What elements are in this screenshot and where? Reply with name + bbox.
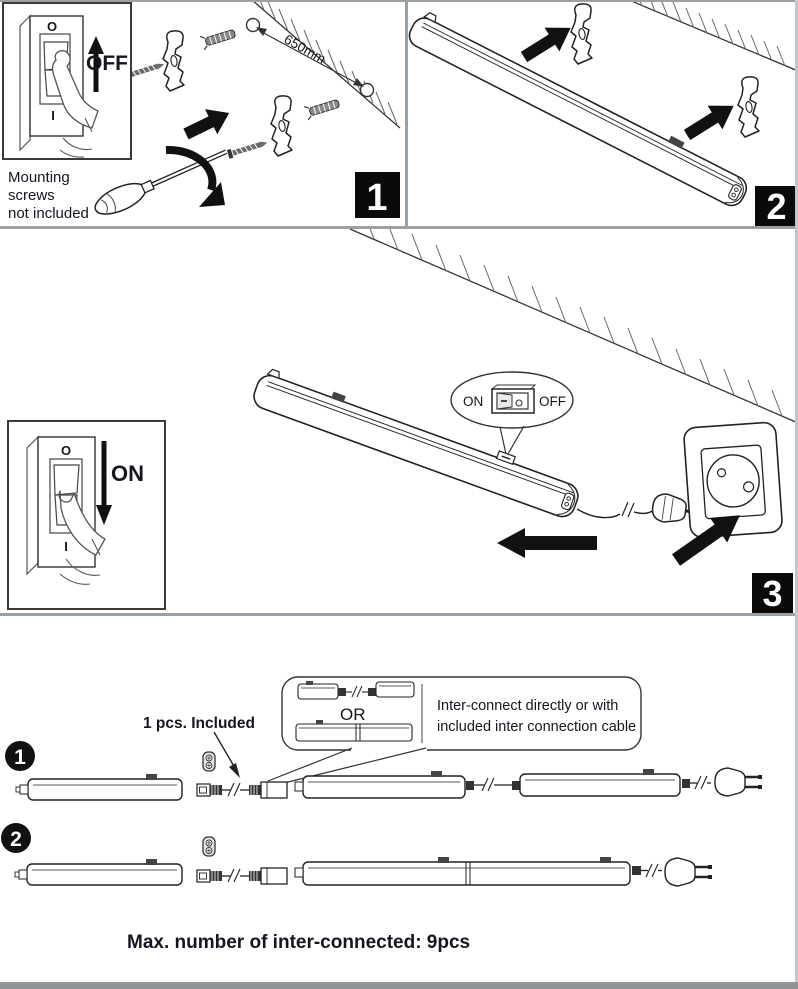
light-bar xyxy=(520,769,680,796)
mounting-note-line1: Mounting xyxy=(8,169,70,186)
cable-break-icon xyxy=(682,776,711,789)
panel-divider-vertical xyxy=(405,0,408,227)
panel-divider-h2 xyxy=(0,613,798,616)
light-bar xyxy=(16,774,182,800)
row-2-number: 2 xyxy=(10,828,22,851)
callout-on-label: ON xyxy=(463,394,484,409)
page-bottom-bar xyxy=(0,982,798,989)
step-3-badge xyxy=(752,573,793,613)
panel-3-illustration xyxy=(0,229,798,613)
cable-break-icon xyxy=(632,864,662,877)
connector-face-icon xyxy=(203,752,215,771)
mounting-note-line3: not included xyxy=(8,205,89,222)
on-label: ON xyxy=(111,461,144,486)
wall-hatch xyxy=(629,0,798,71)
wall-switch-off-inset xyxy=(3,3,131,159)
page-top-edge xyxy=(0,0,798,2)
dimension-label: 650mm xyxy=(281,31,329,67)
max-interconnect-note: Max. number of inter-connected: 9pcs xyxy=(127,932,471,953)
light-bar xyxy=(295,771,465,798)
light-bar-joined-pair xyxy=(295,857,630,885)
connector-face-icon xyxy=(203,837,215,856)
step-1-number: 1 xyxy=(366,177,388,219)
or-label: OR xyxy=(340,705,366,724)
drill-hole-marker xyxy=(247,19,260,32)
switch-on-pos: I xyxy=(64,539,68,554)
switch-off-pos: O xyxy=(46,19,58,34)
power-plug-icon xyxy=(715,768,762,796)
panel-divider-h1 xyxy=(0,226,798,229)
mounting-clip-icon xyxy=(738,77,759,137)
wall-switch-on-inset xyxy=(8,421,165,609)
included-label: 1 pcs. Included xyxy=(143,715,255,732)
callout-text-line2: included inter connection cable xyxy=(437,719,637,735)
wall-anchor-icon xyxy=(304,97,341,120)
row-2-badge xyxy=(1,823,31,853)
panel-4-illustration xyxy=(0,616,798,982)
interconnect-callout-balloon xyxy=(268,677,641,784)
step-3-number: 3 xyxy=(762,573,783,613)
step-1-badge xyxy=(355,172,400,219)
switch-off-pos: O xyxy=(60,443,72,458)
interconnect-cable-icon xyxy=(197,868,287,884)
callout-off-label: OFF xyxy=(539,394,566,409)
wall-anchor-icon xyxy=(200,27,237,50)
direction-arrow-icon xyxy=(517,16,578,69)
row-1-badge xyxy=(5,741,35,771)
switch-on-pos: I xyxy=(51,108,55,123)
step-2-badge xyxy=(755,186,798,226)
wall-hatch xyxy=(350,229,798,423)
included-pointer-arrow xyxy=(214,732,240,778)
panel-1-illustration xyxy=(0,0,405,226)
callout-text-line1: Inter-connect directly or with xyxy=(437,698,619,714)
power-plug-icon xyxy=(665,858,712,886)
step-2-number: 2 xyxy=(766,186,787,226)
row-1-number: 1 xyxy=(14,746,26,769)
interconnect-cable-icon xyxy=(197,782,287,798)
mounting-note-line2: screws xyxy=(8,187,55,204)
cable-break-icon xyxy=(466,778,520,791)
direction-arrow-icon xyxy=(497,528,597,558)
panel-2-illustration xyxy=(407,0,798,226)
switch-callout-balloon xyxy=(451,372,573,454)
direction-arrow-icon xyxy=(180,100,235,146)
light-bar xyxy=(15,859,182,885)
direction-arrow-icon xyxy=(680,94,741,147)
screw-icon xyxy=(227,138,269,159)
power-cord xyxy=(577,502,656,518)
off-label: OFF xyxy=(86,52,128,75)
dimension-650mm xyxy=(256,27,364,87)
rocker-switch-icon xyxy=(492,385,535,413)
mounting-clip-icon xyxy=(571,4,592,64)
